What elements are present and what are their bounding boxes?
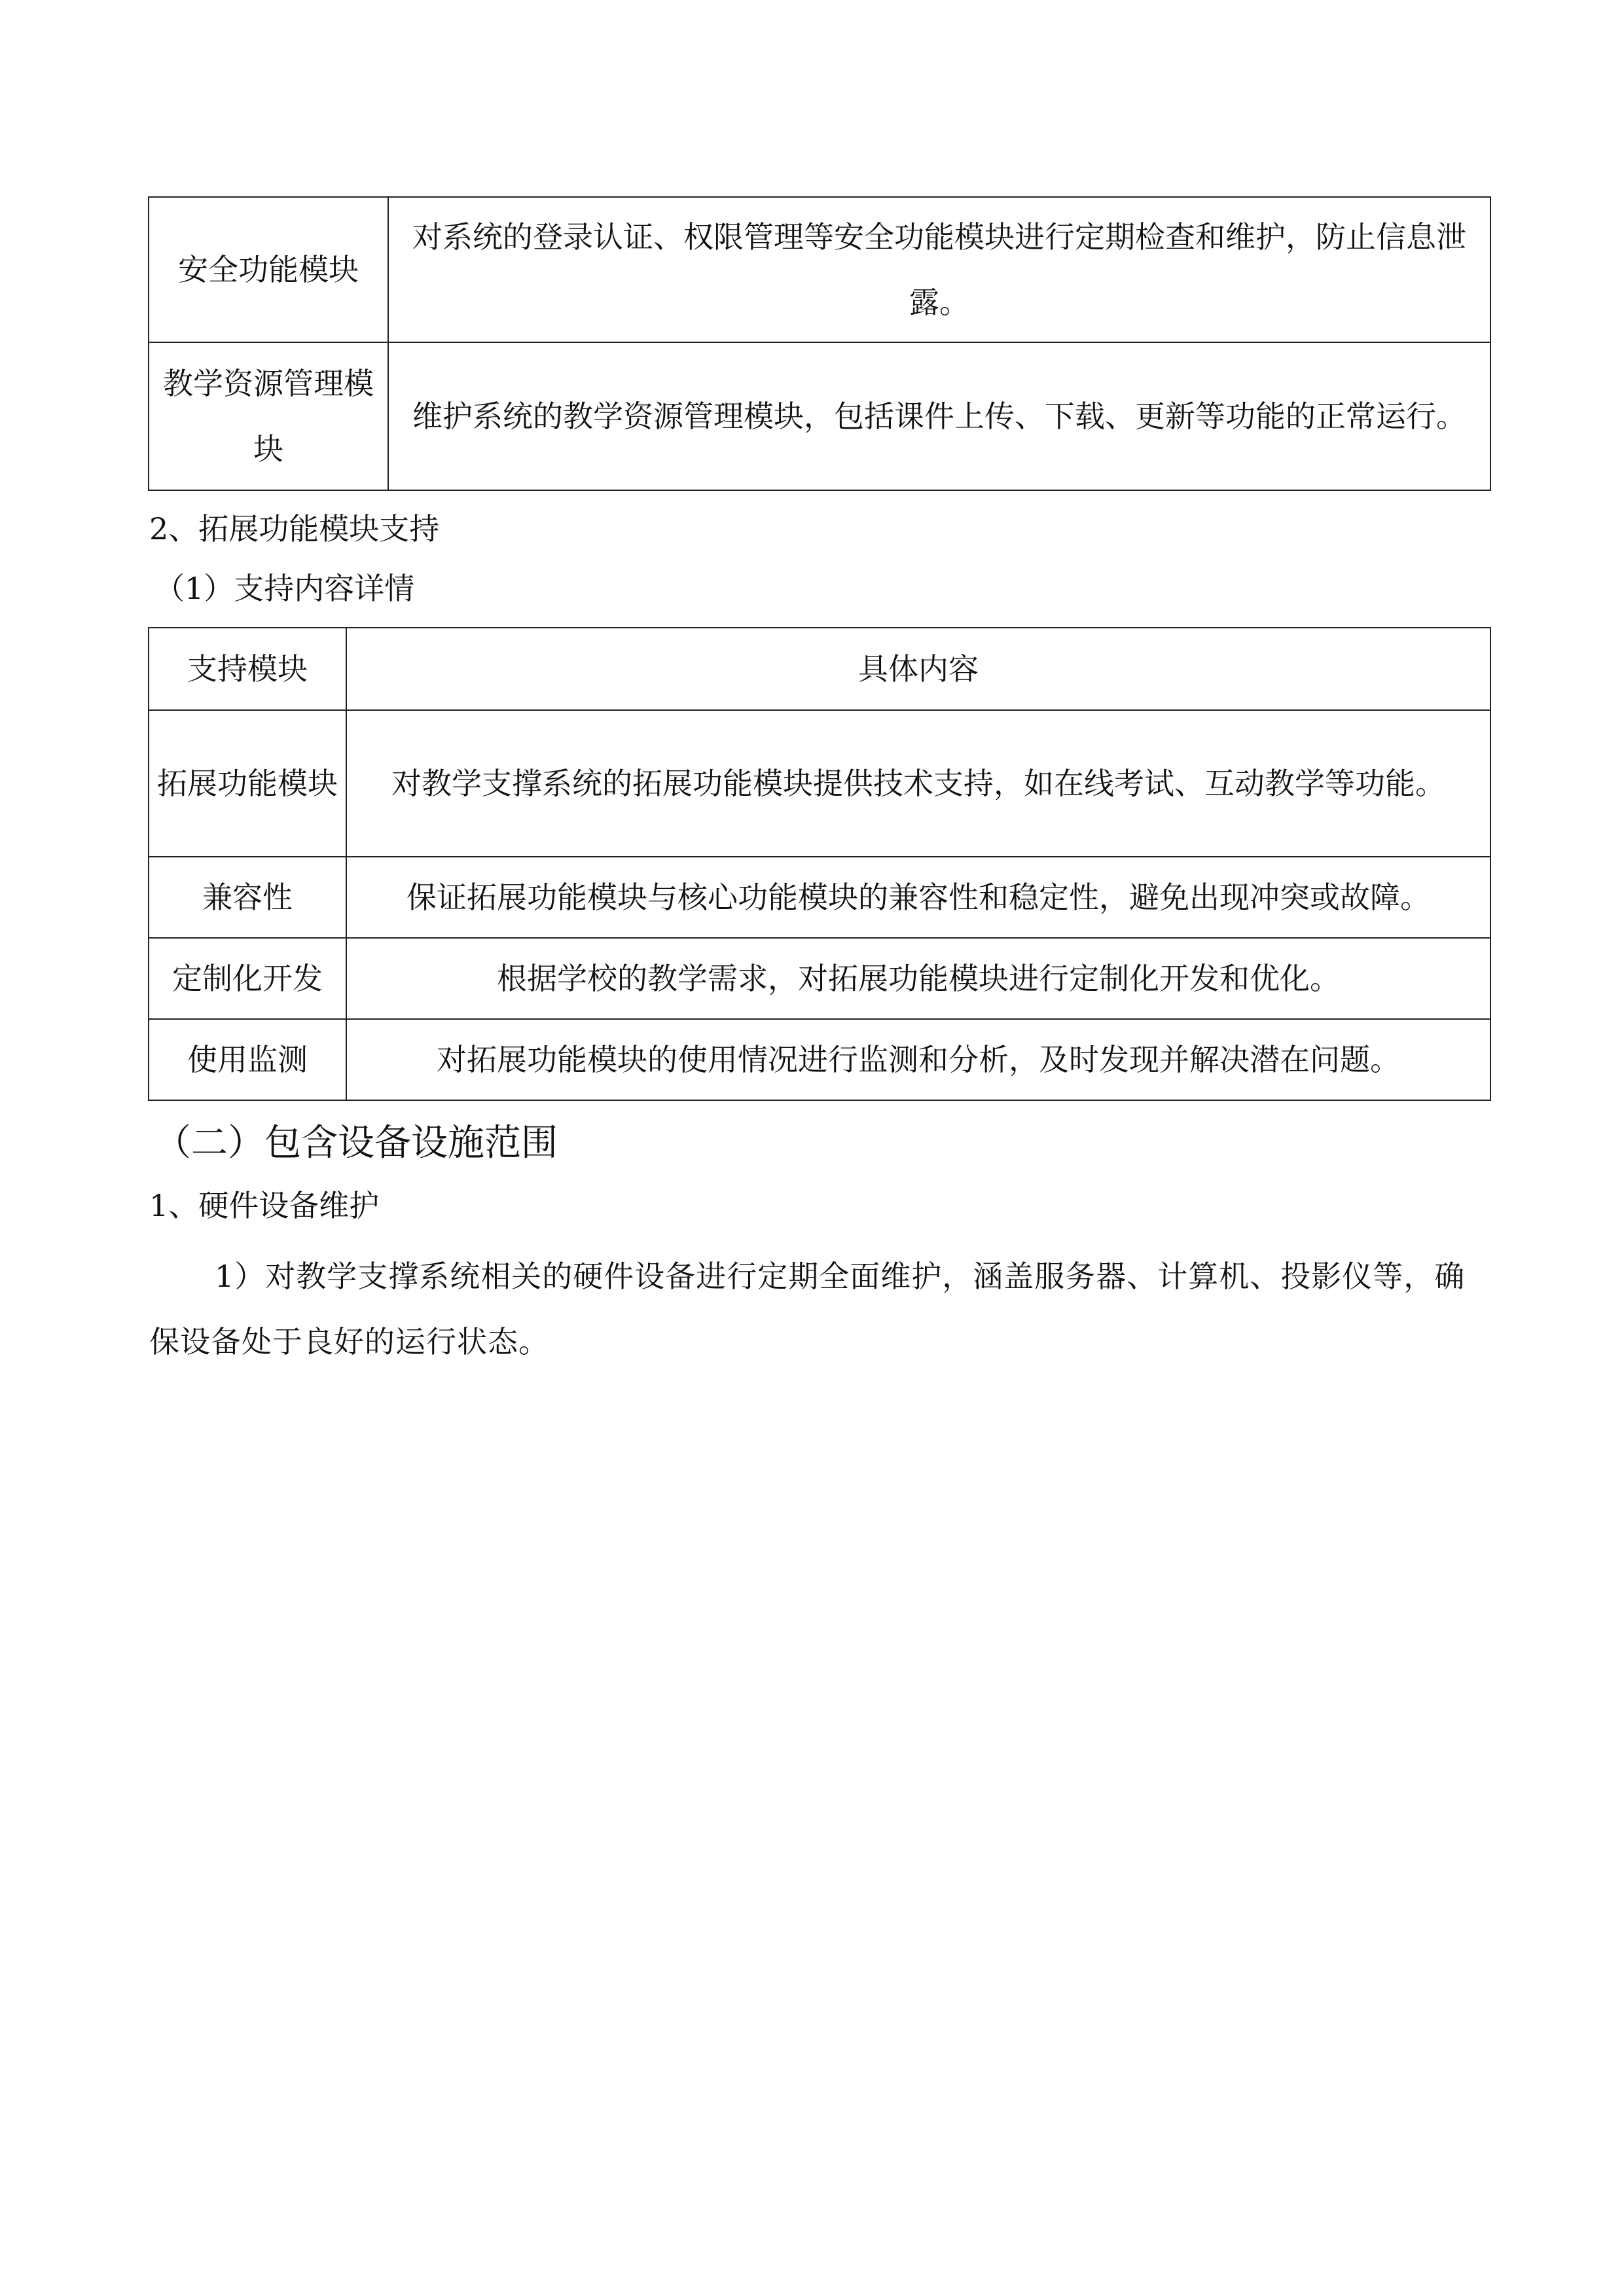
subheading-support-details: （1）支持内容详情: [154, 571, 415, 606]
table-header-row: [149, 628, 1490, 710]
module-name-cell: 安全功能模块: [149, 197, 388, 342]
table-row: [149, 1019, 1490, 1100]
support-details-table: [148, 627, 1491, 1101]
section-heading-equipment-scope: （二）包含设备设施范围: [154, 1122, 558, 1164]
support-module-cell: 使用监测: [149, 1019, 346, 1100]
support-content-cell: 对拓展功能模块的使用情况进行监测和分析，及时发现并解决潜在问题。: [346, 1019, 1490, 1100]
module-content-cell: 对系统的登录认证、权限管理等安全功能模块进行定期检查和维护，防止信息泄露。: [388, 197, 1490, 342]
table-row: [149, 710, 1490, 857]
subheading-hardware-maintenance: 1、硬件设备维护: [149, 1188, 380, 1223]
support-content-cell: 保证拓展功能模块与核心功能模块的兼容性和稳定性，避免出现冲突或故障。: [346, 857, 1490, 938]
support-content-cell: 对教学支撑系统的拓展功能模块提供技术支持，如在线考试、互动教学等功能。: [346, 710, 1490, 857]
support-module-cell: 定制化开发: [149, 938, 346, 1019]
table-row: [149, 342, 1490, 490]
support-module-cell: 兼容性: [149, 857, 346, 938]
table-row: [149, 197, 1490, 342]
module-name-cell: 教学资源管理模块: [149, 342, 388, 490]
support-content-cell: 根据学校的教学需求，对拓展功能模块进行定制化开发和优化。: [346, 938, 1490, 1019]
header-cell-support-module: 支持模块: [149, 628, 346, 710]
module-content-cell: 维护系统的教学资源管理模块，包括课件上传、下载、更新等功能的正常运行。: [388, 342, 1490, 490]
section-heading-extension-support: 2、拓展功能模块支持: [149, 511, 440, 547]
module-maintenance-table: [148, 196, 1491, 491]
table-row: [149, 938, 1490, 1019]
support-module-cell: 拓展功能模块: [149, 710, 346, 857]
table-row: [149, 857, 1490, 938]
header-cell-content: 具体内容: [346, 628, 1490, 710]
paragraph-hardware-maintenance: 1）对教学支撑系统相关的硬件设备进行定期全面维护，涵盖服务器、计算机、投影仪等，确保设备处于良好的运行状态。: [149, 1259, 1466, 1359]
